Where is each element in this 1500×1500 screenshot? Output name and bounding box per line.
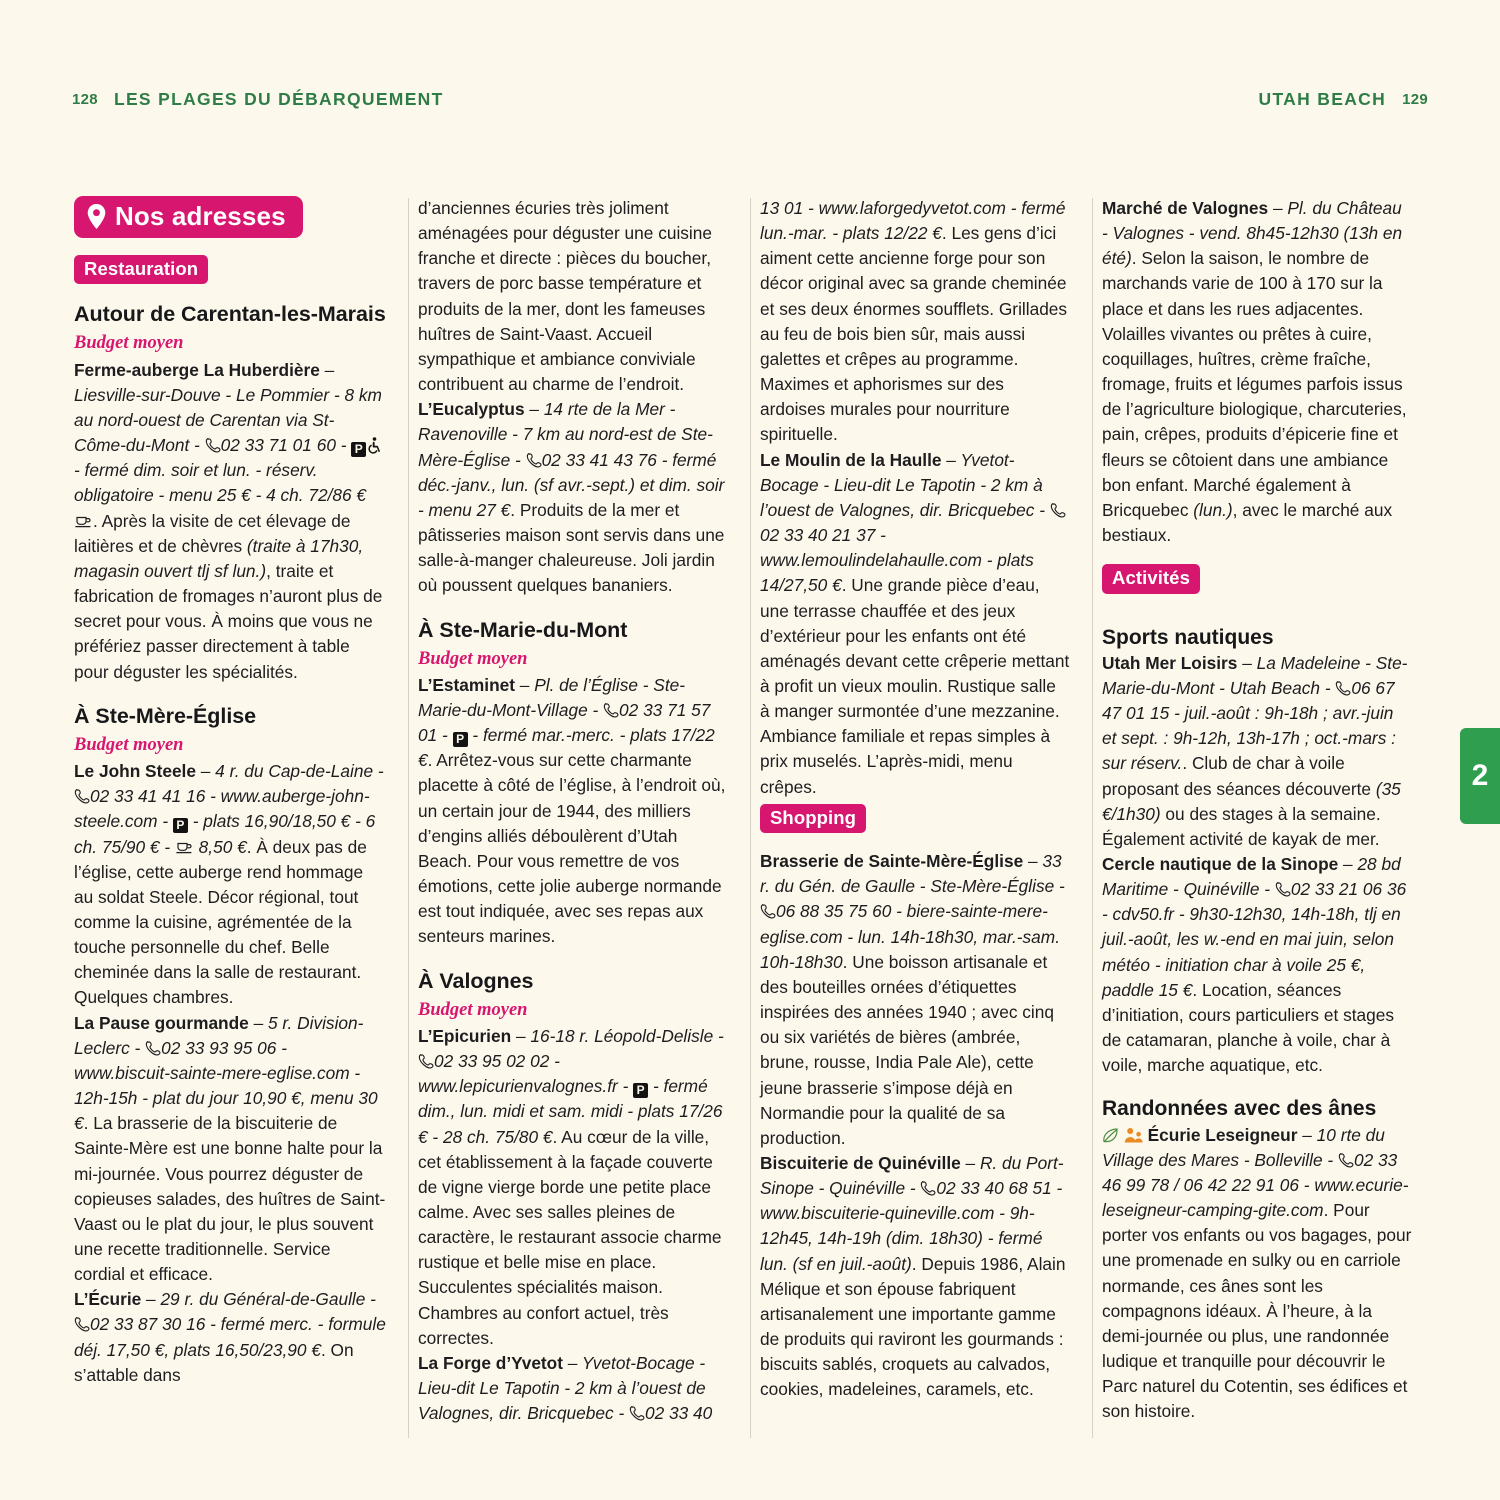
listing-info: – 10 rte du Village des Mares - Bolleville - <box>1102 1124 1385 1170</box>
listing-phone: 06 67 47 01 15 <box>1102 677 1395 724</box>
breakfast-icon <box>175 840 194 853</box>
listing-phone: 02 33 40 <box>645 1403 713 1424</box>
listing-desc: , traite et fabrication de fromages n’auront plus de secret pour vous. À moins que vous ne préfériez passer directement à table pour déguster les spécialités. <box>74 560 383 682</box>
phone-icon <box>205 438 221 454</box>
phone-icon <box>629 1406 645 1422</box>
listing-entry <box>418 1024 728 1351</box>
chapter-tab-number: 2 <box>1471 759 1489 792</box>
listing-name: Marché de Valognes <box>1102 198 1269 218</box>
phone-icon <box>1275 882 1291 898</box>
budget-label: Budget moyen <box>418 999 528 1020</box>
listing-name: Brasserie de Sainte-Mère-Église <box>760 851 1024 872</box>
listing-info: - juil.-août : 9h-18h ; avr.-juin et sept. : 9h-12h, 13h-17h ; oct.-mars : sur réserv. <box>1102 703 1396 774</box>
running-head-left <box>72 86 444 112</box>
listing-info: - www.lemoulindelahaulle.com - plats 14/27,50 € <box>760 525 1034 596</box>
listing-name: Cercle nautique de la Sinope <box>1102 853 1339 874</box>
listing-desc-italic: (35 €/1h30) <box>1102 778 1401 824</box>
parking-icon: P <box>453 732 468 747</box>
listing-entry <box>74 358 386 685</box>
wheelchair-icon <box>366 437 381 454</box>
listing-info: - www.lepicurienvalognes.fr - <box>418 1051 634 1097</box>
phone-icon <box>1335 681 1351 697</box>
town-heading: À Valognes <box>418 968 534 993</box>
listing-info: – 5 r. Division-Leclerc - <box>74 1012 364 1058</box>
listing-info: - www.ecurie-leseigneur-camping-gite.com <box>1102 1174 1409 1221</box>
listing-phone: 02 33 71 01 60 <box>220 435 336 456</box>
phone-icon <box>760 904 776 920</box>
listing-entry <box>74 1011 386 1288</box>
nos-adresses-banner <box>74 196 303 238</box>
continued-desc: . Les gens d’ici aiment cette ancienne forge pour son décor original avec sa grande cheminée et ses deux énormes soufflets. Grillades au feu de bois bien sûr, mais aussi galettes et crêpes au programme. Maximes et aphorismes sur des ardoises murales pour nourriture spirituelle. <box>760 223 1068 445</box>
listing-info: - www.biscuiterie-quineville.com - 9h-12h45, 14h-19h (dim. 18h30) - fermé lun. (sf en juil.-août) <box>760 1178 1063 1274</box>
listing-info: - biere-sainte-mere-eglise.com - lun. 14h-18h30, mar.-sam. 10h-18h30 <box>760 901 1060 972</box>
folio-left: 128 <box>72 90 98 108</box>
listing-entry <box>418 397 728 598</box>
listing-info: - <box>335 435 352 456</box>
breakfast-icon <box>74 514 93 527</box>
phone-icon <box>1050 503 1066 519</box>
column-1 <box>66 196 408 1440</box>
listing-entry <box>760 1151 1070 1403</box>
listing-desc: . Une grande pièce d’eau, une terrasse chauffée et des jeux d’extérieur pour les enfants ont été aménagés devant cette crêperie mettant à profit un vieux moulin. Rustique salle à manger surmontée d’une mezzanine. Ambiance familiale et repas simples à prix muselés. L’après-midi, menu crêpes. <box>760 575 1070 797</box>
listing-phone: 02 33 93 95 06 <box>161 1037 277 1058</box>
folio-right: 129 <box>1402 90 1428 108</box>
chapter-tab <box>1460 728 1500 824</box>
listing-desc: . Produits de la mer et pâtisseries maison sont servis dans une salle-à-manger chaleureuse. Joli jardin où poussent quelques bananiers. <box>418 499 725 596</box>
chip-restauration: Restauration <box>74 255 208 284</box>
listing-info: - www.biscuit-sainte-mere-eglise.com - 12h-15h - plat du jour 10,90 €, menu 30 € <box>74 1037 378 1134</box>
family-icon <box>1124 1127 1143 1144</box>
page-columns <box>66 196 1434 1440</box>
listing-info: - fermé dim. soir et lun. - réserv. obligatoire - menu 25 € - 4 ch. 72/86 € <box>74 460 367 506</box>
town-heading: Autour de Carentan-les-Marais <box>74 302 386 327</box>
listing-desc: . À deux pas de l’église, cette auberge rend hommage au soldat Steele. Décor régional, tout comme la cuisine, agrémentée de la touche personnelle du chef. Belle cheminée dans la salle de restaurant. Quelques chambres. <box>74 836 367 1008</box>
listing-desc: . On s’attable dans <box>74 1339 354 1385</box>
listing-name: Ferme-auberge La Huberdière <box>74 359 320 380</box>
listing-name: Écurie Leseigneur <box>1147 1124 1298 1145</box>
continued-info: 13 01 - www.laforgedyvetot.com - fermé lun.-mar. - plats 12/22 € <box>760 198 1066 244</box>
listing-info: 8,50 € <box>193 836 247 857</box>
listing-info: - fermé mar.-merc. - plats 17/22 € <box>418 725 715 771</box>
listing-info: – Pl. du Château - Valognes - vend. 8h45-12h30 (13h en été) <box>1102 198 1403 269</box>
listing-name: Le Moulin de la Haulle <box>760 449 942 470</box>
chapter-title-right: UTAH BEACH <box>1258 88 1387 109</box>
listing-phone: 02 33 46 99 78 / 06 42 22 91 06 <box>1102 1149 1398 1195</box>
listing-entry <box>418 673 728 950</box>
listing-desc: . Une boisson artisanale et des bouteilles ornées d’étiquettes inspirées des années 1940 ; avec cinq ou six variétés de bières (ambrée, brune, rousse, India Pale Ale), cette jeune brasserie s’impose déjà en Normandie pour la qualité de sa production. <box>760 951 1054 1148</box>
listing-entry <box>418 1351 728 1426</box>
listing-info: - <box>437 725 453 746</box>
listing-info: - fermé déc.-janv., lun. (sf avr.-sept.) et dim. soir - menu 27 € <box>418 449 725 520</box>
budget-label: Budget moyen <box>74 333 184 354</box>
listing-info: – Liesville-sur-Douve - Le Pommier - 8 km au nord-ouest de Carentan via St-Côme-du-Mont - <box>74 359 382 456</box>
listing-desc: . Pour porter vos enfants ou vos bagages, pour une promenade en sulky ou en carriole normande, ces ânes sont les compagnons idéaux. À l’heure, à la demi-journée ou plus, une randonnée ludique et tranquille pour découvrir le Parc naturel du Cotentin, ses édifices et son histoire. <box>1102 1200 1412 1422</box>
listing-phone: 06 88 35 75 60 <box>776 901 892 922</box>
listing-name: L’Estaminet <box>418 674 515 695</box>
listing-phone: 02 33 87 30 16 <box>90 1314 206 1335</box>
phone-icon <box>603 703 619 719</box>
listing-info: - plats 16,90/18,50 € - 6 ch. 75/90 € - <box>74 811 376 857</box>
town-heading: À Ste-Mère-Église <box>74 703 257 728</box>
phone-icon <box>74 789 90 805</box>
listing-name: L’Écurie <box>74 1289 142 1310</box>
listing-name: L’Epicurien <box>418 1025 512 1046</box>
listing-phone: 02 33 40 68 51 <box>936 1178 1052 1199</box>
listing-desc: . Location, séances d’initiation, cours particuliers et stages de catamaran, planche à voile, char à voile, marche aquatique, etc. <box>1102 979 1395 1076</box>
phone-icon <box>74 1317 90 1333</box>
listing-info: - fermé dim., lun. midi et sam. midi - plats 17/26 € - 28 ch. 75/80 € <box>418 1076 723 1147</box>
listing-desc-italic: (lun.) <box>1193 499 1233 520</box>
leaf-icon <box>1102 1127 1119 1144</box>
continued-paragraph <box>760 196 1070 448</box>
listing-name: L’Eucalyptus <box>418 399 525 420</box>
column-4 <box>1092 196 1434 1440</box>
listing-info: – 33 r. du Gén. de Gaulle - Ste-Mère-Église - <box>760 851 1065 897</box>
listing-info: – La Madeleine - Ste-Marie-du-Mont - Utah Beach - <box>1102 652 1408 698</box>
listing-desc: ou des stages à la semaine. Également activité de kayak de mer. <box>1102 803 1381 849</box>
continued-paragraph: d’anciennes écuries très joliment aménagées pour déguster une cuisine franche et directe : pièces du boucher, travers de porc basse température et produits de la mer, dont les fameuses huîtres de Saint-Vaast. Accueil sympathique et ambiance conviviale contribuent au charme de l’endroit. <box>418 198 712 395</box>
listing-phone: 02 33 41 43 76 <box>541 449 657 470</box>
listing-entry <box>74 759 386 1011</box>
listing-phone: 02 33 40 21 37 <box>760 525 876 546</box>
listing-phone: 02 33 41 41 16 <box>90 786 206 807</box>
listing-info: - fermé merc. - formule déj. 17,50 €, plats 16,50/23,90 € <box>74 1314 386 1360</box>
listing-entry <box>760 448 1070 800</box>
listing-entry <box>760 849 1070 1151</box>
listing-entry <box>1102 651 1412 852</box>
phone-icon <box>145 1041 161 1057</box>
listing-entry <box>1102 196 1412 548</box>
parking-icon: P <box>173 818 188 833</box>
listing-info: – R. du Port-Sinope - Quinéville - <box>760 1152 1064 1199</box>
map-pin-icon <box>87 204 106 229</box>
listing-info: – 14 rte de la Mer - Ravenoville - 7 km au nord-est de Ste-Mère-Église - <box>418 399 713 470</box>
listing-name: La Forge d’Yvetot <box>418 1352 563 1373</box>
chip-shopping: Shopping <box>760 804 866 833</box>
parking-icon: P <box>633 1083 648 1098</box>
listing-info: – Yvetot-Bocage - Lieu-dit Le Tapotin - 2 km à l’ouest de Valognes, dir. Bricquebec - <box>760 449 1050 520</box>
listing-entry <box>74 1287 386 1388</box>
listing-desc: , avec le marché aux bestiaux. <box>1102 499 1393 546</box>
listing-desc: . Arrêtez-vous sur cette charmante placette à côté de l’église, à l’endroit où, un certain jour de 1944, des milliers d’engins alliés déboulèrent d’Utah Beach. Pour vous remettre de vos émotions, cette jolie auberge normande est tout indiquée, avec ses repas aux senteurs marines. <box>418 750 726 947</box>
listing-name: Le John Steele <box>74 761 196 782</box>
listing-desc: . La brasserie de la biscuiterie de Sainte-Mère est une bonne halte pour la mi-journée. Vous pourrez déguster de copieuses salades, des huîtres de Saint-Vaast ou le plat du jour, le plus souvent une recette traditionnelle. Service cordial et efficace. <box>74 1113 386 1285</box>
listing-info: - cdv50.fr - 9h30-12h30, 14h-18h, tlj en juil.-août, les w.-end en mai juin, selon météo - initiation char à voile 25 €, paddle 15 € <box>1102 904 1401 1000</box>
phone-icon <box>1338 1153 1354 1169</box>
listing-name: Biscuiterie de Quinéville <box>760 1152 961 1173</box>
phone-icon <box>418 1054 434 1070</box>
activity-subheading: Sports nautiques <box>1102 625 1274 649</box>
phone-icon <box>920 1181 936 1197</box>
listing-info: – 29 r. du Général-de-Gaulle - <box>141 1289 376 1310</box>
budget-label: Budget moyen <box>418 648 528 669</box>
listing-desc: . Après la visite de cet élevage de laitières et de chèvres <box>74 510 351 556</box>
parking-icon: P <box>351 442 366 457</box>
column-3 <box>750 196 1092 1440</box>
listing-desc: . Depuis 1986, Alain Mélique et son épouse fabriquent artisanalement une importante gamme de produits qui raviront les gourmands : biscuits sablés, croquets au calvados, cookies, madeleines, caramels, etc. <box>760 1253 1066 1400</box>
chapter-title-left: LES PLAGES DU DÉBARQUEMENT <box>113 88 444 109</box>
listing-desc-italic: (traite à 17h30, magasin ouvert tlj sf lun.) <box>74 535 364 581</box>
listing-name: Utah Mer Loisirs <box>1102 652 1238 673</box>
nos-adresses-label: Nos adresses <box>115 201 286 231</box>
listing-info: – 28 bd Maritime - Quinéville - <box>1102 853 1401 900</box>
listing-info: – 16-18 r. Léopold-Delisle - <box>511 1025 724 1046</box>
town-heading: À Ste-Marie-du-Mont <box>418 617 628 642</box>
phone-icon <box>526 453 542 469</box>
listing-entry <box>1102 852 1412 1078</box>
listing-phone: 02 33 71 57 01 <box>418 699 711 746</box>
listing-phone: 02 33 95 02 02 <box>434 1051 550 1072</box>
listing-info: - www.auberge-john-steele.com - <box>74 786 370 832</box>
listing-info: – Yvetot-Bocage - Lieu-dit Le Tapotin - 2 km à l’ouest de Valognes, dir. Bricquebec - <box>418 1352 706 1424</box>
listing-entry <box>1102 1123 1412 1425</box>
listing-desc: . Club de char à voile proposant des séances découverte <box>1102 753 1376 799</box>
listing-desc: . Au cœur de la ville, cet établissement à la façade couverte de vigne vierge borde une petite place calme. Avec ses salles pleines de caractère, le restaurant associe charme rustique et belle mise en place. Succulentes spécialités maison. Chambres au confort actuel, très correctes. <box>418 1126 722 1348</box>
column-2 <box>408 196 750 1440</box>
activity-subheading: Randonnées avec des ânes <box>1102 1097 1377 1121</box>
listing-phone: 02 33 21 06 36 <box>1290 879 1407 900</box>
chip-activites: Activités <box>1102 564 1200 593</box>
listing-info: – 4 r. du Cap-de-Laine - <box>195 761 384 782</box>
listing-desc: . Selon la saison, le nombre de marchands varie de 100 à 170 sur la place et dans les rues adjacentes. Volailles vivantes ou prêtes à cuire, coquillages, huîtres, crème fraîche, fromage, fruits et légumes parfois issus de l’agriculture biologique, charcuteries, pain, crêpes, produits d’épicerie fine et fleurs se côtoient dans une ambiance bon enfant. Marché également à Bricquebec <box>1102 248 1407 520</box>
running-head-right <box>1259 86 1428 112</box>
listing-name: La Pause gourmande <box>74 1012 249 1033</box>
listing-info: – Pl. de l’Église - Ste-Marie-du-Mont-Village - <box>418 674 686 720</box>
budget-label: Budget moyen <box>74 734 184 755</box>
